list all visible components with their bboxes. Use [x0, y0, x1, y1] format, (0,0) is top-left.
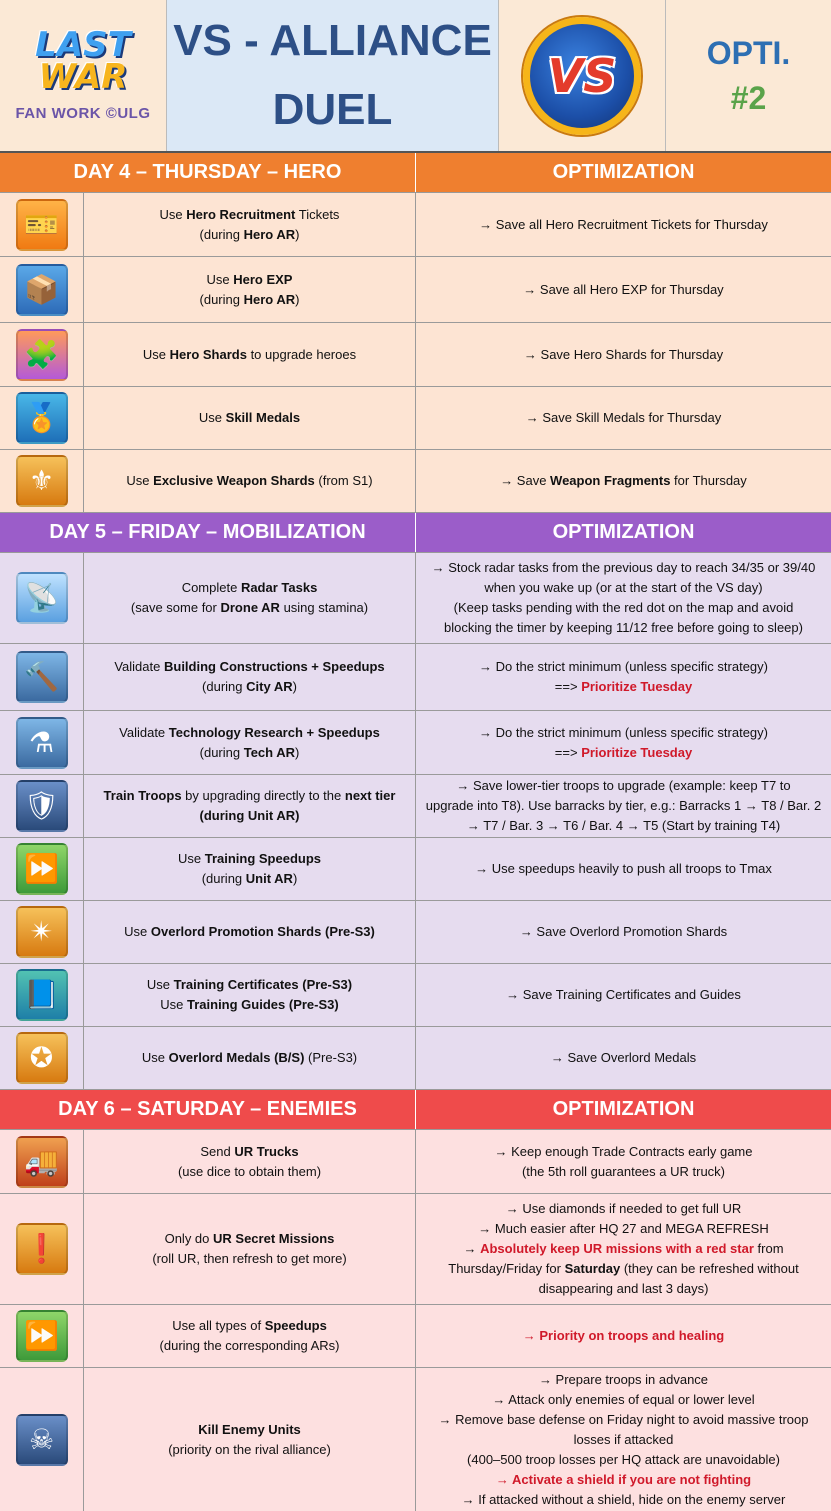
vs-badge-icon [523, 17, 641, 135]
skull-icon: ☠ [16, 1414, 68, 1466]
optimization-title: OPTIMIZATION [552, 521, 695, 543]
logo-line-2: WAR [38, 57, 128, 97]
task-cell: Use Exclusive Weapon Shards (from S1) [84, 450, 416, 512]
task-cell: Use Hero Recruitment Tickets (during Hero AR) [84, 193, 416, 256]
table-row [0, 1194, 831, 1305]
table-row [0, 387, 831, 450]
speedup-icon: ⏩ [16, 1310, 68, 1362]
task-cell: Use Training Speedups (during Unit AR) [84, 838, 416, 900]
task-cell: Send UR Trucks (use dice to obtain them) [84, 1130, 416, 1193]
section-title: DAY 5 – FRIDAY – MOBILIZATION [0, 513, 416, 552]
optimization-cell: → Use diamonds if needed to get full UR → Much easier after HQ 27 and MEGA REFRESH → Absolutely keep UR missions with a red star from Thursday/Friday for Saturday (they can be refreshed without disappearing and last 3 days) [448, 1201, 799, 1296]
table-row [0, 193, 831, 257]
task-cell: Use all types of Speedups (during the corresponding ARs) [84, 1305, 416, 1367]
task-cell: Use Overlord Medals (B/S) (Pre-S3) [84, 1027, 416, 1089]
optimization-cell: → Save Training Certificates and Guides [506, 987, 741, 1002]
task-cell: Use Training Certificates (Pre-S3) Use Training Guides (Pre-S3) [84, 964, 416, 1026]
optimization-cell: → Save Overlord Medals [550, 1050, 697, 1065]
radar-icon: 📡 [16, 572, 68, 624]
certificate-icon: 📘 [16, 969, 68, 1021]
table-row [0, 257, 831, 323]
table-row [0, 644, 831, 711]
optimization-cell: → Save all Hero EXP for Thursday [523, 281, 724, 297]
table-row [0, 1368, 831, 1511]
table-row [0, 450, 831, 513]
optimization-cell: → Keep enough Trade Contracts early game (the 5th roll guarantees a UR truck) [494, 1143, 753, 1179]
task-cell: Use Hero Shards to upgrade heroes [84, 323, 416, 386]
table-row [0, 838, 831, 901]
flask-icon: ⚗ [16, 717, 68, 769]
table-row [0, 964, 831, 1027]
task-cell: Complete Radar Tasks (save some for Drone AR using stamina) [84, 553, 416, 643]
optimization-cell: → Do the strict minimum (unless specific strategy) ==> Prioritize Tuesday [479, 659, 768, 694]
optimization-title: OPTIMIZATION [552, 1098, 695, 1120]
optimization-cell: → Save Overlord Promotion Shards [519, 924, 728, 939]
optimization-title: OPTIMIZATION [552, 161, 695, 183]
hammer-icon: 🔨 [16, 651, 68, 703]
weapon-shard-icon: ⚜ [16, 455, 68, 507]
hero-exp-icon: 📦 [16, 264, 68, 316]
section-title: DAY 4 – THURSDAY – HERO [0, 153, 416, 192]
optimization-cell: → Save Hero Shards for Thursday [523, 346, 724, 362]
task-cell: Use Overlord Promotion Shards (Pre-S3) [84, 901, 416, 963]
table-row [0, 553, 831, 644]
section-header-day6 [0, 1090, 831, 1130]
optimization-cell: → Stock radar tasks from the previous day to reach 34/35 or 39/40 when you wake up (or at the start of the VS day) (Keep tasks pending with the red dot on the map and avoid blocking the timer by keeping 11/12 free before going to sleep) [431, 560, 816, 635]
task-cell: Validate Technology Research + Speedups (during Tech AR) [84, 711, 416, 774]
skill-medal-icon: 🏅 [16, 392, 68, 444]
optimization-cell: → Do the strict minimum (unless specific strategy) ==> Prioritize Tuesday [479, 724, 768, 760]
opti-line-1: OPTI. [706, 34, 791, 71]
table-row [0, 1027, 831, 1090]
optimization-cell: → Save Weapon Fragments for Thursday [500, 473, 747, 488]
troops-icon: 🛡 [16, 780, 68, 832]
optimization-cell: → Prepare troops in advance → Attack only enemies of equal or lower level → Remove base defense on Friday night to avoid massive troop losses if attacked (400–500 troop losses per HQ attack are unavoidable) → Activate a shield if you are not fighting → If attacked without a shield, hide on the enemy server [438, 1371, 809, 1507]
training-speedup-icon: ⏩ [16, 843, 68, 895]
optimization-cell: → Save lower-tier troops to upgrade (example: keep T7 to upgrade into T8). Use barracks by tier, e.g.: Barracks 1 → T8 / Bar. 2 → T7 / Bar. 3 → T6 / Bar. 4 → T5 (Start by training T4) [425, 778, 822, 833]
section-header-day4 [0, 153, 831, 193]
optimization-cell: → Priority on troops and healing [522, 1328, 725, 1343]
table-row [0, 1305, 831, 1368]
optimization-cell: → Save all Hero Recruitment Tickets for Thursday [479, 216, 768, 232]
ur-truck-icon: 🚚 [16, 1136, 68, 1188]
vs-badge-text: VS [547, 48, 617, 103]
table-row [0, 323, 831, 387]
game-logo [0, 0, 167, 151]
opti-number: #2 [730, 79, 767, 116]
fan-work-credit: FAN WORK ©ULG [15, 105, 151, 123]
optimization-cell: → Use speedups heavily to push all troops to Tmax [475, 861, 772, 876]
title-line-2: DUEL [272, 84, 393, 134]
hero-shard-icon: 🧩 [16, 329, 68, 381]
table-row [0, 711, 831, 775]
task-cell: Use Hero EXP (during Hero AR) [84, 257, 416, 322]
section-title: DAY 6 – SATURDAY – ENEMIES [0, 1090, 416, 1129]
task-cell: Only do UR Secret Missions (roll UR, then refresh to get more) [84, 1194, 416, 1304]
promotion-shard-icon: ✴ [16, 906, 68, 958]
title-line-1: VS - ALLIANCE [173, 16, 492, 66]
optimization-cell: → Save Skill Medals for Thursday [525, 410, 722, 425]
task-cell: Use Skill Medals [84, 387, 416, 449]
task-cell: Kill Enemy Units (priority on the rival alliance) [84, 1368, 416, 1511]
vs-badge-cell [499, 0, 666, 151]
table-row [0, 1130, 831, 1194]
section-header-day5 [0, 513, 831, 553]
overlord-medal-icon: ✪ [16, 1032, 68, 1084]
secret-mission-icon: ❗ [16, 1223, 68, 1275]
header [0, 0, 831, 153]
page-title [167, 0, 499, 151]
table-row [0, 901, 831, 964]
opti-label [666, 0, 831, 151]
ticket-icon: 🎫 [16, 199, 68, 251]
task-cell: Train Troops by upgrading directly to the next tier (during Unit AR) [84, 775, 416, 837]
logo-line-1: LAST [35, 24, 131, 65]
table-row [0, 775, 831, 838]
task-cell: Validate Building Constructions + Speedups (during City AR) [84, 644, 416, 710]
